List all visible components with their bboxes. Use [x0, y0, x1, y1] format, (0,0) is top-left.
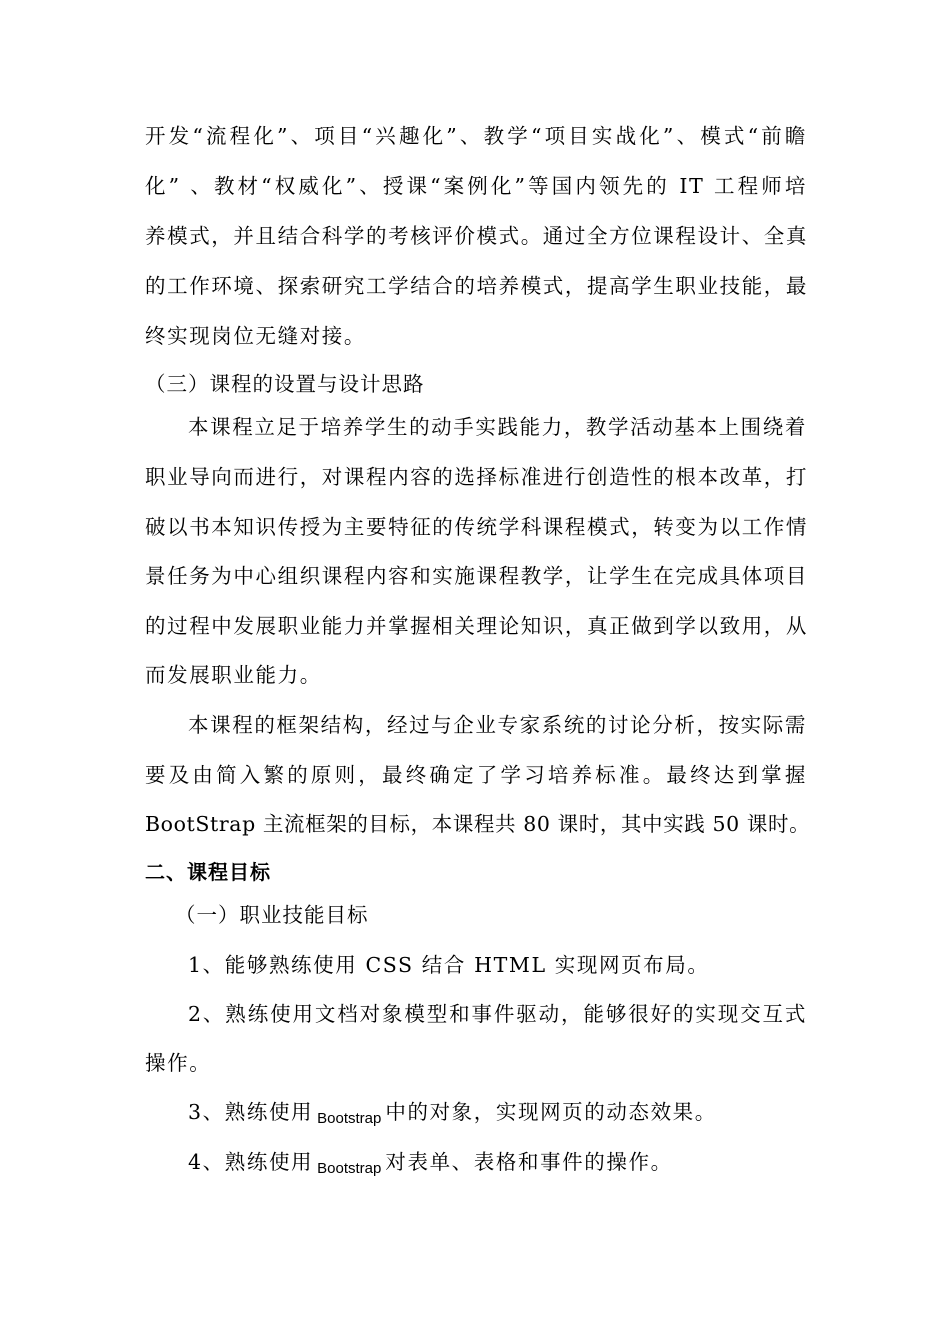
paragraph-2-line-6: 而发展职业能力。	[145, 663, 322, 687]
goal-item-3	[188, 1098, 807, 1129]
goal-item-1: 1、能够熟练使用 CSS 结合 HTML 实现网页布局。	[188, 953, 710, 977]
goal-item-2-line-1: 2、熟练使用文档对象模型和事件驱动，能够很好的实现交互式	[188, 1002, 807, 1026]
goal-item-4-term: Bootstrap	[317, 1160, 382, 1177]
paragraph-2-line-3: 破以书本知识传授为主要特征的传统学科课程模式，转变为以工作情	[145, 515, 808, 539]
paragraph-1-line-2: 化” 、教材“权威化”、授课“案例化”等国内领先的 IT 工程师培	[145, 174, 807, 198]
goal-item-3-term: Bootstrap	[317, 1110, 382, 1127]
goal-item-2-line-2: 操作。	[145, 1051, 212, 1075]
paragraph-1-line-5: 终实现岗位无缝对接。	[145, 324, 366, 348]
paragraph-3-line-2: 要及由简入繁的原则，最终确定了学习培养标准。最终达到掌握	[145, 763, 807, 787]
paragraph-2-line-4: 景任务为中心组织课程内容和实施课程教学，让学生在完成具体项目	[145, 564, 808, 588]
paragraph-3-line-3: BootStrap 主流框架的目标，本课程共 80 课时，其中实践 50 课时。	[145, 812, 811, 836]
goal-item-3-prefix: 3、熟练使用	[188, 1100, 314, 1124]
paragraph-1-line-1: 开发“流程化”、项目“兴趣化”、教学“项目实战化”、模式“前瞻	[145, 124, 807, 148]
section-3-title: （三）课程的设置与设计思路	[145, 372, 425, 396]
paragraph-3-line-1: 本课程的框架结构，经过与企业专家系统的讨论分析，按实际需	[188, 713, 807, 737]
paragraph-2-line-5: 的过程中发展职业能力并掌握相关理论知识，真正做到学以致用，从	[145, 614, 808, 638]
goal-item-4-prefix: 4、熟练使用	[188, 1150, 314, 1174]
paragraph-2-line-1: 本课程立足于培养学生的动手实践能力，教学活动基本上围绕着	[188, 415, 807, 439]
goal-item-4-suffix: 对表单、表格和事件的操作。	[385, 1150, 673, 1174]
goal-item-4	[188, 1148, 807, 1179]
paragraph-1-line-3: 养模式，并且结合科学的考核评价模式。通过全方位课程设计、全真	[145, 224, 808, 248]
section-2-title: 二、课程目标	[145, 860, 271, 884]
paragraph-2-line-2: 职业导向而进行，对课程内容的选择标准进行创造性的根本改革，打	[145, 465, 808, 489]
goal-item-3-suffix: 中的对象，实现网页的动态效果。	[385, 1100, 717, 1124]
subsection-1-title: （一）职业技能目标	[175, 903, 369, 927]
paragraph-1-line-4: 的工作环境、探索研究工学结合的培养模式，提高学生职业技能，最	[145, 274, 808, 298]
